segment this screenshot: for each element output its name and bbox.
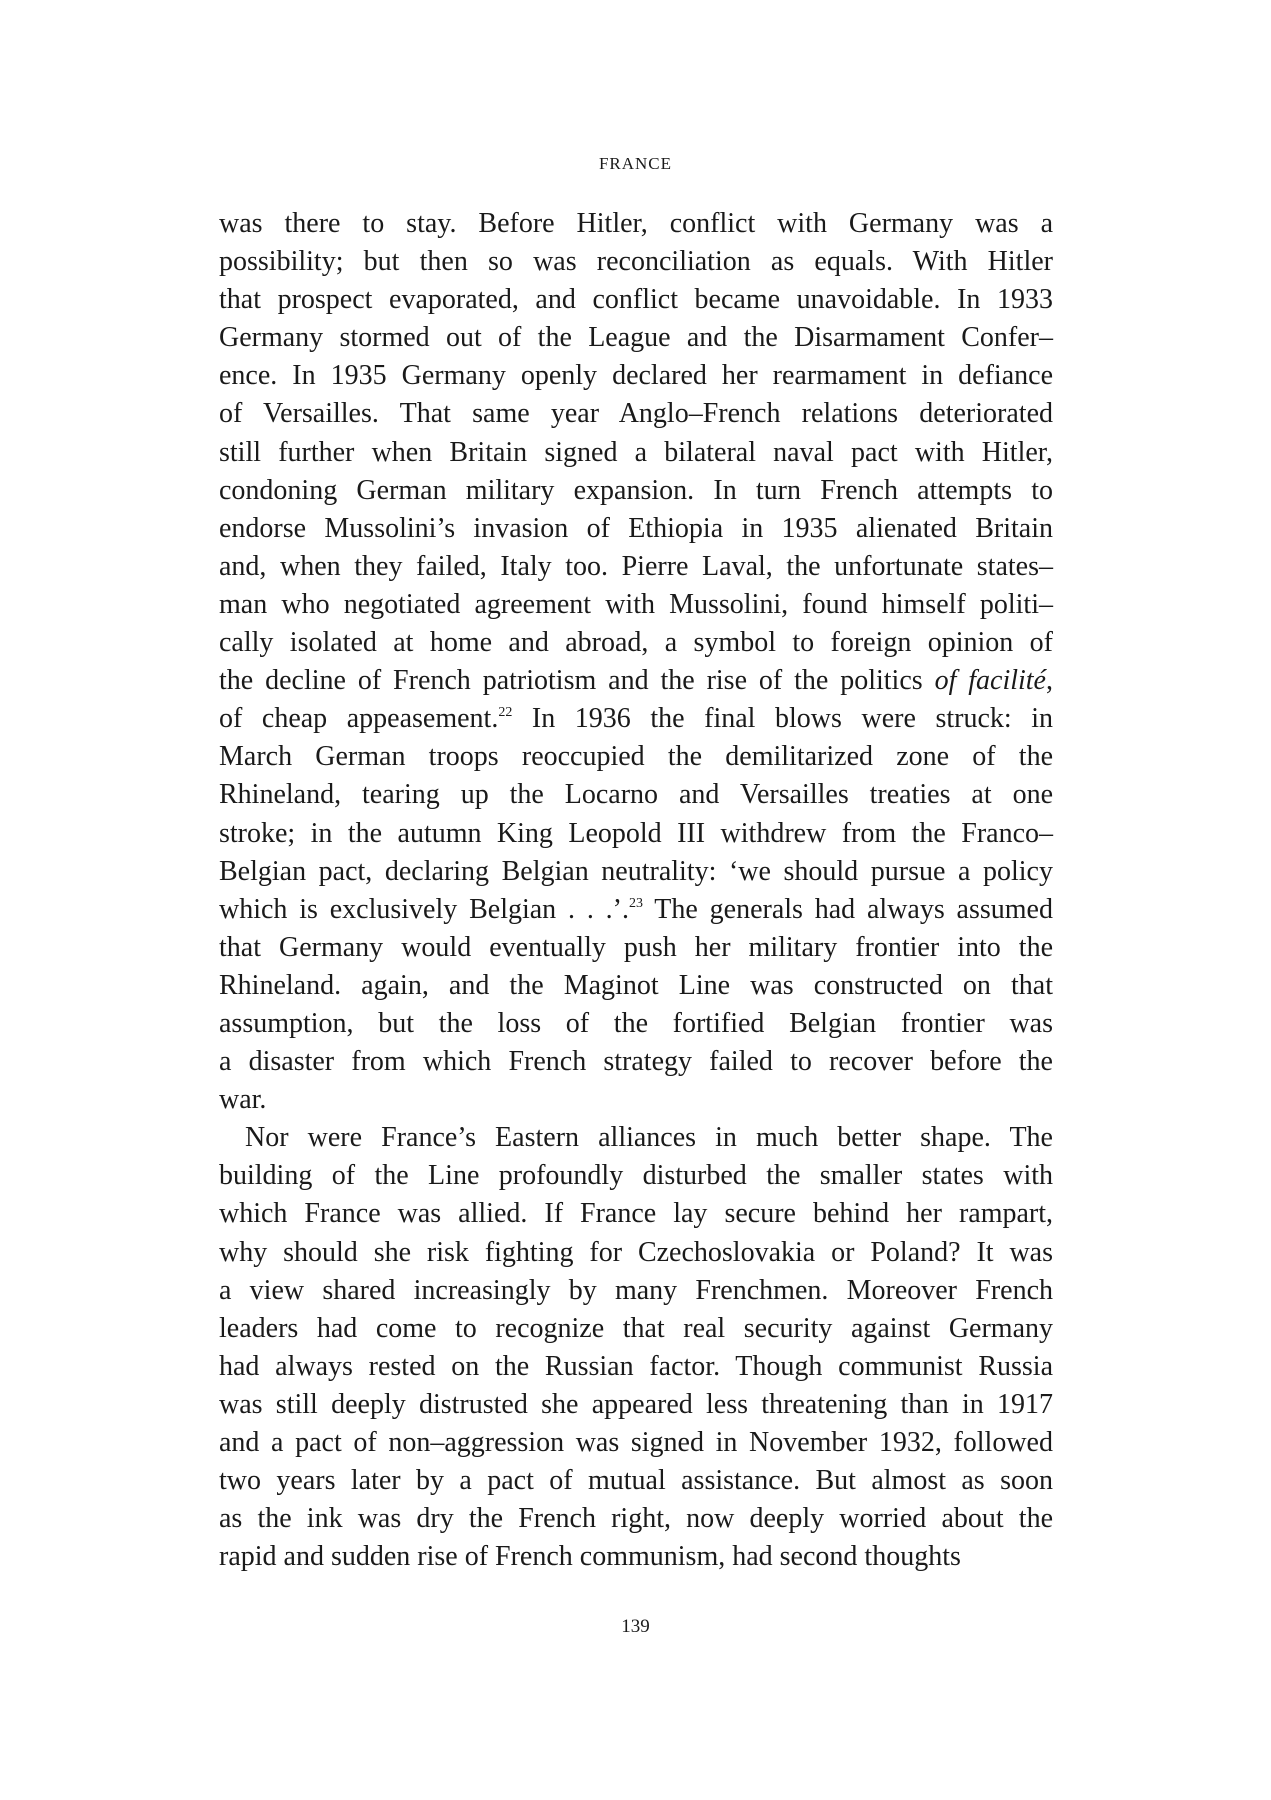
text-line — [219, 891, 1053, 929]
text-line: and a pact of non–aggression was signed in November 1932, followed — [219, 1427, 1053, 1458]
text-line: Rhineland. again, and the Maginot Line was constructed on that — [219, 969, 1053, 1001]
text-line: Rhineland, tearing up the Locarno and Versailles treaties at one — [219, 779, 1053, 811]
body-text — [219, 205, 1053, 1576]
text-line: leaders had come to recognize that real security against Germany — [219, 1312, 1053, 1344]
italic-phrase: of facilité — [934, 665, 1046, 697]
text-line: March German troops reoccupied the demilitarized zone of the — [219, 741, 1053, 773]
text-line: was still deeply distrusted she appeared less threatening than in 1917 — [219, 1388, 1053, 1420]
text-line: cally isolated at home and abroad, a symbol to foreign opinion of — [219, 627, 1053, 659]
text-line: of Versailles. That same year Anglo–French relations deteriorated — [219, 398, 1053, 430]
text-segment: In 1936 the final blows were struck: in — [512, 703, 1054, 735]
running-head: FRANCE — [598, 154, 673, 173]
text-line: rapid and sudden rise of French communism, had second thoughts — [219, 1541, 961, 1573]
text-line: had always rested on the Russian factor. Though communist Russia — [219, 1350, 1053, 1382]
text-line: ence. In 1935 Germany openly declared her rearmament in defiance — [219, 360, 1053, 392]
text-line: endorse Mussolini’s invasion of Ethiopia in 1935 alienated Britain — [219, 512, 1053, 544]
paragraph-1 — [219, 205, 1053, 1119]
text-segment: of cheap appeasement. — [219, 703, 499, 735]
text-line — [219, 700, 1053, 738]
paragraph-2 — [219, 1119, 1053, 1576]
text-line: and, when they failed, Italy too. Pierre Laval, the unfortunate states– — [219, 550, 1053, 582]
text-line: that prospect evaporated, and conflict became unavoidable. In 1933 — [219, 284, 1053, 316]
text-line: was there to stay. Before Hitler, conflict with Germany was a — [219, 208, 1053, 239]
page-number: 139 — [621, 1616, 650, 1637]
text-line: which France was allied. If France lay secure behind her rampart, — [219, 1198, 1053, 1230]
text-line: still further when Britain signed a bilateral naval pact with Hitler, — [219, 436, 1053, 468]
footnote-ref-23[interactable]: 23 — [628, 895, 643, 911]
text-segment: which is exclusively Belgian . . .’. — [219, 893, 629, 925]
text-line: assumption, but the loss of the fortified Belgian frontier was — [219, 1007, 1053, 1039]
text-segment: The generals had always assumed — [642, 893, 1053, 925]
text-line: a view shared increasingly by many Frenchmen. Moreover French — [219, 1274, 1053, 1306]
text-line: man who negotiated agreement with Mussolini, found himself politi– — [219, 588, 1053, 620]
text-line: that Germany would eventually push her military frontier into the — [219, 931, 1053, 963]
text-line: war. — [219, 1084, 267, 1116]
text-line: two years later by a pact of mutual assistance. But almost as soon — [219, 1465, 1053, 1497]
text-line: condoning German military expansion. In turn French attempts to — [219, 474, 1053, 506]
text-line: possibility; but then so was reconciliation as equals. With Hitler — [219, 246, 1053, 278]
text-line: Germany stormed out of the League and the Disarmament Confer– — [219, 322, 1053, 354]
footnote-ref-22[interactable]: 22 — [498, 705, 513, 721]
text-line — [219, 662, 1053, 700]
text-line: Nor were France’s Eastern alliances in much better shape. The — [245, 1122, 1053, 1154]
text-line: building of the Line profoundly disturbed the smaller states with — [219, 1160, 1053, 1192]
text-segment: the decline of French patriotism and the rise of the politics — [219, 665, 935, 697]
text-line: as the ink was dry the French right, now deeply worried about the — [219, 1503, 1053, 1535]
text-line: stroke; in the autumn King Leopold III withdrew from the Franco– — [219, 817, 1053, 849]
text-segment: , — [1046, 665, 1053, 697]
text-line: Belgian pact, declaring Belgian neutrality: ‘we should pursue a policy — [219, 855, 1053, 887]
text-line: a disaster from which French strategy failed to recover before the — [219, 1046, 1053, 1078]
text-line: why should she risk fighting for Czechoslovakia or Poland? It was — [219, 1236, 1053, 1268]
